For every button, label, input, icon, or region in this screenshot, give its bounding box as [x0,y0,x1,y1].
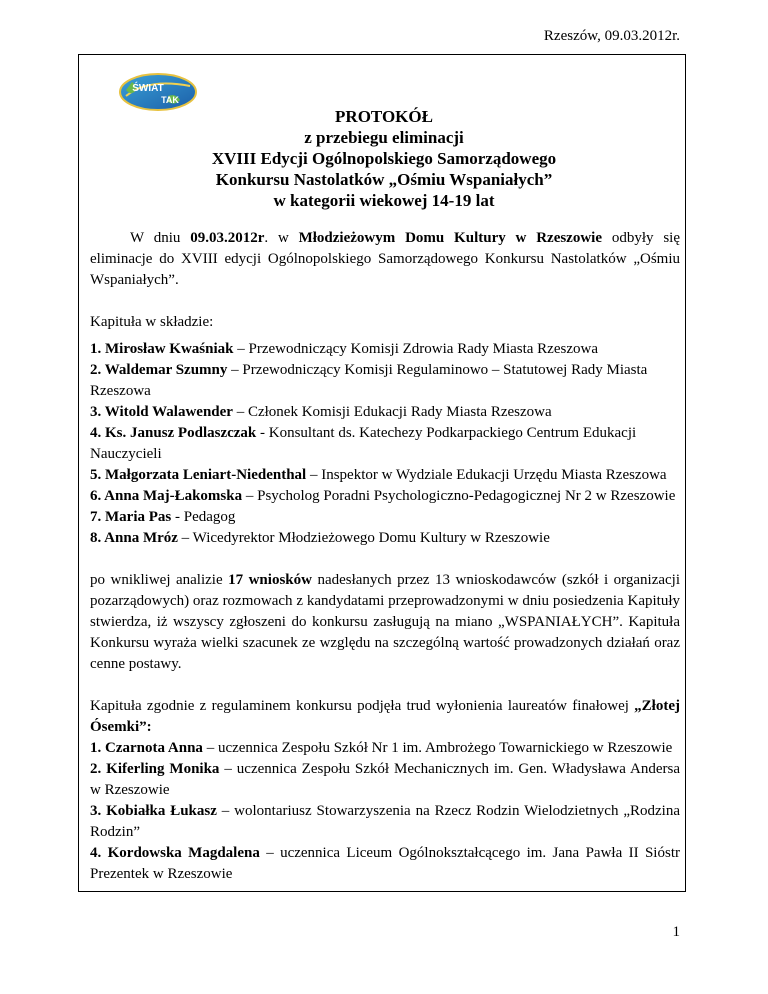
jury-item: 8. Anna Mróz – Wicedyrektor Młodzieżowego Domu Kultury w Rzeszowie [90,530,550,546]
jury-item: 6. Anna Maj-Łakomska – Psycholog Poradni Psychologiczno-Pedagogicznej Nr 2 w Rzeszowie [90,488,676,504]
document-title [78,106,690,211]
analysis-paragraph: po wnikliwej analizie 17 wniosków nadesłanych przez 13 wnioskodawców (szkół i organizacji pozarządowych) oraz rozmowach z kandydatami przeprowadzonymi w dniu posiedzenia Kapituły stwierdza, iż wszyscy zgłoszeni do konkursu zasługują na miano „WSPANIAŁYCH”. Kapituła Konkursu wyraża wielki szacunek ze względu na szczególną wartość prowadzonych działań oraz cenne postawy. [90,572,681,672]
jury-list [90,339,680,549]
jury-item: 3. Witold Walawender – Członek Komisji Edukacji Rady Miasta Rzeszowa [90,404,552,420]
laureate-item: 1. Czarnota Anna – uczennica Zespołu Szkół Nr 1 im. Ambrożego Towarnickiego w Rzeszowie [90,740,673,756]
jury-item: 4. Ks. Janusz Podlaszczak - Konsultant ds. Katechezy Podkarpackiego Centrum Edukacji Nauczycieli [90,425,637,462]
logo-text-1: ŚWIAT [132,83,164,94]
title-line-1: PROTOKÓŁ [335,107,433,126]
title-line-4: Konkursu Nastolatków „Ośmiu Wspaniałych” [215,170,553,189]
title-line-3: XVIII Edycji Ogólnopolskiego Samorządowego [211,149,557,168]
jury-item: 5. Małgorzata Leniart-Niedenthal – Inspektor w Wydziale Edukacji Urzędu Miasta Rzeszowa [90,467,667,483]
date-line: Rzeszów, 09.03.2012r. [543,28,680,44]
title-line-5: w kategorii wiekowej 14-19 lat [273,191,495,210]
laureate-item: 2. Kiferling Monika – uczennica Zespołu Szkół Mechanicznych im. Gen. Władysława Andersa w Rzeszowie [90,761,680,798]
jury-item: 1. Mirosław Kwaśniak – Przewodniczący Komisji Zdrowia Rady Miasta Rzeszowa [90,341,598,357]
title-line-2: z przebiegu eliminacji [304,128,464,147]
intro-paragraph: W dniu 09.03.2012r. w Młodzieżowym Domu Kultury w Rzeszowie odbyły się eliminacje do XVIII edycji Ogólnopolskiego Samorządowego Konkursu Nastolatków „Ośmiu Wspaniałych”. [90,230,680,288]
laureate-item: 3. Kobiałka Łukasz – wolontariusz Stowarzyszenia na Rzecz Rodzin Wielodzietnych „Rodzina Rodzin” [90,803,680,840]
logo-text-2: TAK [161,95,179,105]
laureates-list [90,738,680,885]
page-number: 1 [672,924,680,940]
document-body [90,228,680,885]
jury-item: 2. Waldemar Szumny – Przewodniczący Komisji Regulaminowo – Statutowej Rady Miasta Rzeszowa [90,362,648,399]
laureate-item: 4. Kordowska Magdalena – uczennica Liceum Ogólnokształcącego im. Jana Pawła II Sióstr Prezentek w Rzeszowie [90,845,680,882]
laureates-intro: Kapituła zgodnie z regulaminem konkursu podjęła trud wyłonienia laureatów finałowej „Złotej Ósemki”: [90,698,680,735]
jury-heading: Kapituła w składzie: [90,314,214,330]
jury-item: 7. Maria Pas - Pedagog [90,509,236,525]
